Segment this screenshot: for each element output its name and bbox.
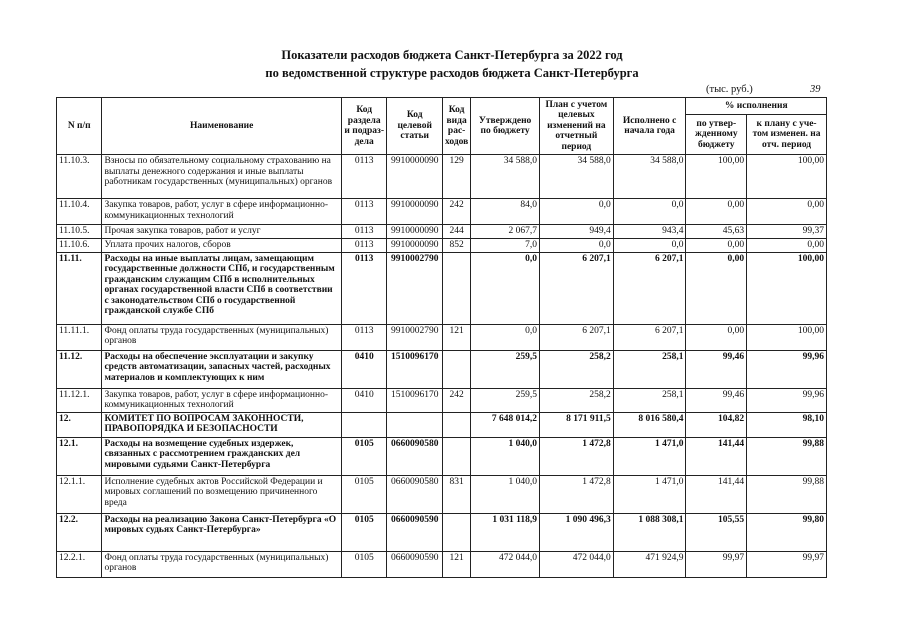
cell-utv: 1 040,0 — [471, 475, 540, 513]
cell-plan: 472 044,0 — [539, 551, 613, 577]
cell-np: 12.1. — [57, 437, 102, 475]
cell-vida: 242 — [442, 388, 470, 412]
cell-stati: 1510096170 — [387, 350, 443, 388]
cell-pct-utv: 45,63 — [686, 225, 747, 239]
cell-plan: 6 207,1 — [539, 324, 613, 350]
cell-utv: 472 044,0 — [471, 551, 540, 577]
cell-np: 11.11. — [57, 252, 102, 324]
cell-np: 11.11.1. — [57, 324, 102, 350]
cell-pct-plan: 100,00 — [747, 155, 827, 199]
cell-np: 11.12. — [57, 350, 102, 388]
table-row — [57, 199, 827, 225]
header-pct-plan: к плану с уче-том изменен. на отч. период — [747, 115, 827, 155]
units-label: (тыс. руб.) — [706, 84, 753, 95]
header-pct: % исполнения — [686, 98, 827, 115]
cell-pct-utv: 141,44 — [686, 437, 747, 475]
cell-vida — [442, 437, 470, 475]
cell-name: Прочая закупка товаров, работ и услуг — [102, 225, 341, 239]
cell-razdel: 0410 — [341, 388, 386, 412]
cell-razdel — [341, 412, 386, 437]
budget-table — [56, 97, 827, 578]
table-row — [57, 513, 827, 551]
cell-plan: 1 090 496,3 — [539, 513, 613, 551]
cell-razdel: 0105 — [341, 475, 386, 513]
table-row — [57, 475, 827, 513]
cell-stati: 0660090580 — [387, 437, 443, 475]
cell-plan: 6 207,1 — [539, 252, 613, 324]
cell-pct-utv: 99,46 — [686, 388, 747, 412]
table-row — [57, 324, 827, 350]
cell-pct-utv: 104,82 — [686, 412, 747, 437]
header-stati: Код целевой статьи — [387, 98, 443, 155]
cell-plan: 34 588,0 — [539, 155, 613, 199]
cell-vida — [442, 412, 470, 437]
cell-isp: 943,4 — [613, 225, 686, 239]
cell-utv: 259,5 — [471, 350, 540, 388]
document-title: Показатели расходов бюджета Санкт-Петербурга за 2022 год — [281, 48, 623, 62]
cell-np: 12.2.1. — [57, 551, 102, 577]
cell-utv: 7,0 — [471, 239, 540, 253]
cell-utv: 1 031 118,9 — [471, 513, 540, 551]
cell-isp: 0,0 — [613, 239, 686, 253]
cell-isp: 34 588,0 — [613, 155, 686, 199]
table-body — [57, 155, 827, 578]
cell-vida — [442, 350, 470, 388]
cell-stati: 9910000090 — [387, 239, 443, 253]
table-row — [57, 252, 827, 324]
cell-plan: 8 171 911,5 — [539, 412, 613, 437]
cell-pct-plan: 99,88 — [747, 437, 827, 475]
cell-stati — [387, 412, 443, 437]
cell-name: Закупка товаров, работ, услуг в сфере информационно-коммуникационных технологий — [102, 199, 341, 225]
cell-stati: 9910000090 — [387, 225, 443, 239]
cell-razdel: 0113 — [341, 239, 386, 253]
header-utv: Утверждено по бюджету — [471, 98, 540, 155]
cell-name: Уплата прочих налогов, сборов — [102, 239, 341, 253]
cell-stati: 0660090590 — [387, 513, 443, 551]
cell-pct-utv: 0,00 — [686, 252, 747, 324]
cell-name: Взносы по обязательному социальному страхованию на выплаты денежного содержания и иные выплаты работникам государственных (муниципальных) органов — [102, 155, 341, 199]
cell-pct-utv: 0,00 — [686, 239, 747, 253]
cell-plan: 1 472,8 — [539, 475, 613, 513]
cell-np: 11.10.4. — [57, 199, 102, 225]
cell-vida — [442, 513, 470, 551]
cell-razdel: 0113 — [341, 252, 386, 324]
header-plan: План с учетом целевых изменений на отчетный период — [539, 98, 613, 155]
table-row — [57, 388, 827, 412]
cell-vida: 831 — [442, 475, 470, 513]
cell-name: Расходы на реализацию Закона Санкт-Петербурга «О мировых судьях Санкт-Петербурга» — [102, 513, 341, 551]
document-subtitle: по ведомственной структуре расходов бюджета Санкт-Петербурга — [265, 66, 639, 80]
cell-utv: 0,0 — [471, 252, 540, 324]
cell-razdel: 0105 — [341, 437, 386, 475]
cell-np: 11.10.6. — [57, 239, 102, 253]
table-row — [57, 225, 827, 239]
cell-stati: 9910000090 — [387, 155, 443, 199]
cell-name: Расходы на обеспечение эксплуатации и закупку средств автоматизации, запасных частей, расходных материалов и комплектующих к ним — [102, 350, 341, 388]
cell-isp: 8 016 580,4 — [613, 412, 686, 437]
cell-razdel: 0113 — [341, 324, 386, 350]
cell-plan: 258,2 — [539, 388, 613, 412]
cell-plan: 0,0 — [539, 199, 613, 225]
cell-isp: 1 088 308,1 — [613, 513, 686, 551]
cell-isp: 6 207,1 — [613, 324, 686, 350]
cell-razdel: 0105 — [341, 513, 386, 551]
cell-pct-utv: 141,44 — [686, 475, 747, 513]
cell-pct-plan: 99,37 — [747, 225, 827, 239]
cell-plan: 258,2 — [539, 350, 613, 388]
cell-isp: 6 207,1 — [613, 252, 686, 324]
cell-name: Закупка товаров, работ, услуг в сфере информационно-коммуникационных технологий — [102, 388, 341, 412]
cell-isp: 1 471,0 — [613, 437, 686, 475]
cell-vida: 852 — [442, 239, 470, 253]
cell-isp: 471 924,9 — [613, 551, 686, 577]
cell-pct-utv: 105,55 — [686, 513, 747, 551]
cell-pct-plan: 0,00 — [747, 239, 827, 253]
header-np: N п/п — [57, 98, 102, 155]
cell-np: 11.10.5. — [57, 225, 102, 239]
cell-stati: 9910002790 — [387, 324, 443, 350]
cell-np: 11.12.1. — [57, 388, 102, 412]
cell-razdel: 0113 — [341, 155, 386, 199]
header-vida: Код вида рас-ходов — [442, 98, 470, 155]
cell-pct-plan: 99,96 — [747, 350, 827, 388]
cell-utv: 259,5 — [471, 388, 540, 412]
cell-razdel: 0113 — [341, 199, 386, 225]
header-razdel: Код раздела и подраз-дела — [341, 98, 386, 155]
cell-utv: 2 067,7 — [471, 225, 540, 239]
cell-razdel: 0410 — [341, 350, 386, 388]
cell-pct-plan: 99,80 — [747, 513, 827, 551]
cell-np: 12.1.1. — [57, 475, 102, 513]
header-pct-utv: по утвер-жденному бюджету — [686, 115, 747, 155]
table-row — [57, 350, 827, 388]
cell-vida: 242 — [442, 199, 470, 225]
cell-pct-utv: 0,00 — [686, 199, 747, 225]
cell-razdel: 0105 — [341, 551, 386, 577]
cell-pct-plan: 98,10 — [747, 412, 827, 437]
cell-utv: 7 648 014,2 — [471, 412, 540, 437]
cell-vida: 121 — [442, 551, 470, 577]
cell-isp: 258,1 — [613, 350, 686, 388]
cell-pct-plan: 100,00 — [747, 324, 827, 350]
cell-pct-plan: 100,00 — [747, 252, 827, 324]
cell-name: Расходы на иные выплаты лицам, замещающим государственные должности СПб, и государственным гражданским служащим СПб в исполнительных органах государственной власти СПб в соответствии с законодательством СПб о государственной гражданской службе СПб — [102, 252, 341, 324]
cell-pct-plan: 99,97 — [747, 551, 827, 577]
cell-pct-utv: 0,00 — [686, 324, 747, 350]
cell-utv: 34 588,0 — [471, 155, 540, 199]
cell-vida — [442, 252, 470, 324]
table-row — [57, 551, 827, 577]
cell-np: 12. — [57, 412, 102, 437]
cell-stati: 1510096170 — [387, 388, 443, 412]
cell-name: Фонд оплаты труда государственных (муниципальных) органов — [102, 324, 341, 350]
cell-isp: 1 471,0 — [613, 475, 686, 513]
cell-np: 11.10.3. — [57, 155, 102, 199]
cell-stati: 9910002790 — [387, 252, 443, 324]
table-row — [57, 155, 827, 199]
cell-stati: 9910000090 — [387, 199, 443, 225]
header-isp: Исполнено с начала года — [613, 98, 686, 155]
cell-np: 12.2. — [57, 513, 102, 551]
cell-pct-plan: 0,00 — [747, 199, 827, 225]
cell-utv: 84,0 — [471, 199, 540, 225]
cell-pct-plan: 99,88 — [747, 475, 827, 513]
table-row — [57, 239, 827, 253]
cell-plan: 0,0 — [539, 239, 613, 253]
cell-name: Фонд оплаты труда государственных (муниципальных) органов — [102, 551, 341, 577]
table-row — [57, 412, 827, 437]
cell-utv: 0,0 — [471, 324, 540, 350]
cell-isp: 0,0 — [613, 199, 686, 225]
cell-vida: 244 — [442, 225, 470, 239]
cell-stati: 0660090580 — [387, 475, 443, 513]
cell-name: Исполнение судебных актов Российской Федерации и мировых соглашений по возмещению причиненного вреда — [102, 475, 341, 513]
cell-stati: 0660090590 — [387, 551, 443, 577]
cell-name: Расходы на возмещение судебных издержек, связанных с рассмотрением гражданских дел мировыми судьями Санкт-Петербурга — [102, 437, 341, 475]
cell-plan: 1 472,8 — [539, 437, 613, 475]
cell-razdel: 0113 — [341, 225, 386, 239]
page-number: 39 — [810, 84, 821, 95]
table-row — [57, 437, 827, 475]
cell-vida: 129 — [442, 155, 470, 199]
cell-pct-plan: 99,96 — [747, 388, 827, 412]
cell-pct-utv: 99,46 — [686, 350, 747, 388]
cell-isp: 258,1 — [613, 388, 686, 412]
cell-plan: 949,4 — [539, 225, 613, 239]
cell-vida: 121 — [442, 324, 470, 350]
cell-name: КОМИТЕТ ПО ВОПРОСАМ ЗАКОННОСТИ, ПРАВОПОРЯДКА И БЕЗОПАСНОСТИ — [102, 412, 341, 437]
cell-utv: 1 040,0 — [471, 437, 540, 475]
table-header-row — [57, 98, 827, 115]
cell-pct-utv: 100,00 — [686, 155, 747, 199]
cell-pct-utv: 99,97 — [686, 551, 747, 577]
header-name: Наименование — [102, 98, 341, 155]
